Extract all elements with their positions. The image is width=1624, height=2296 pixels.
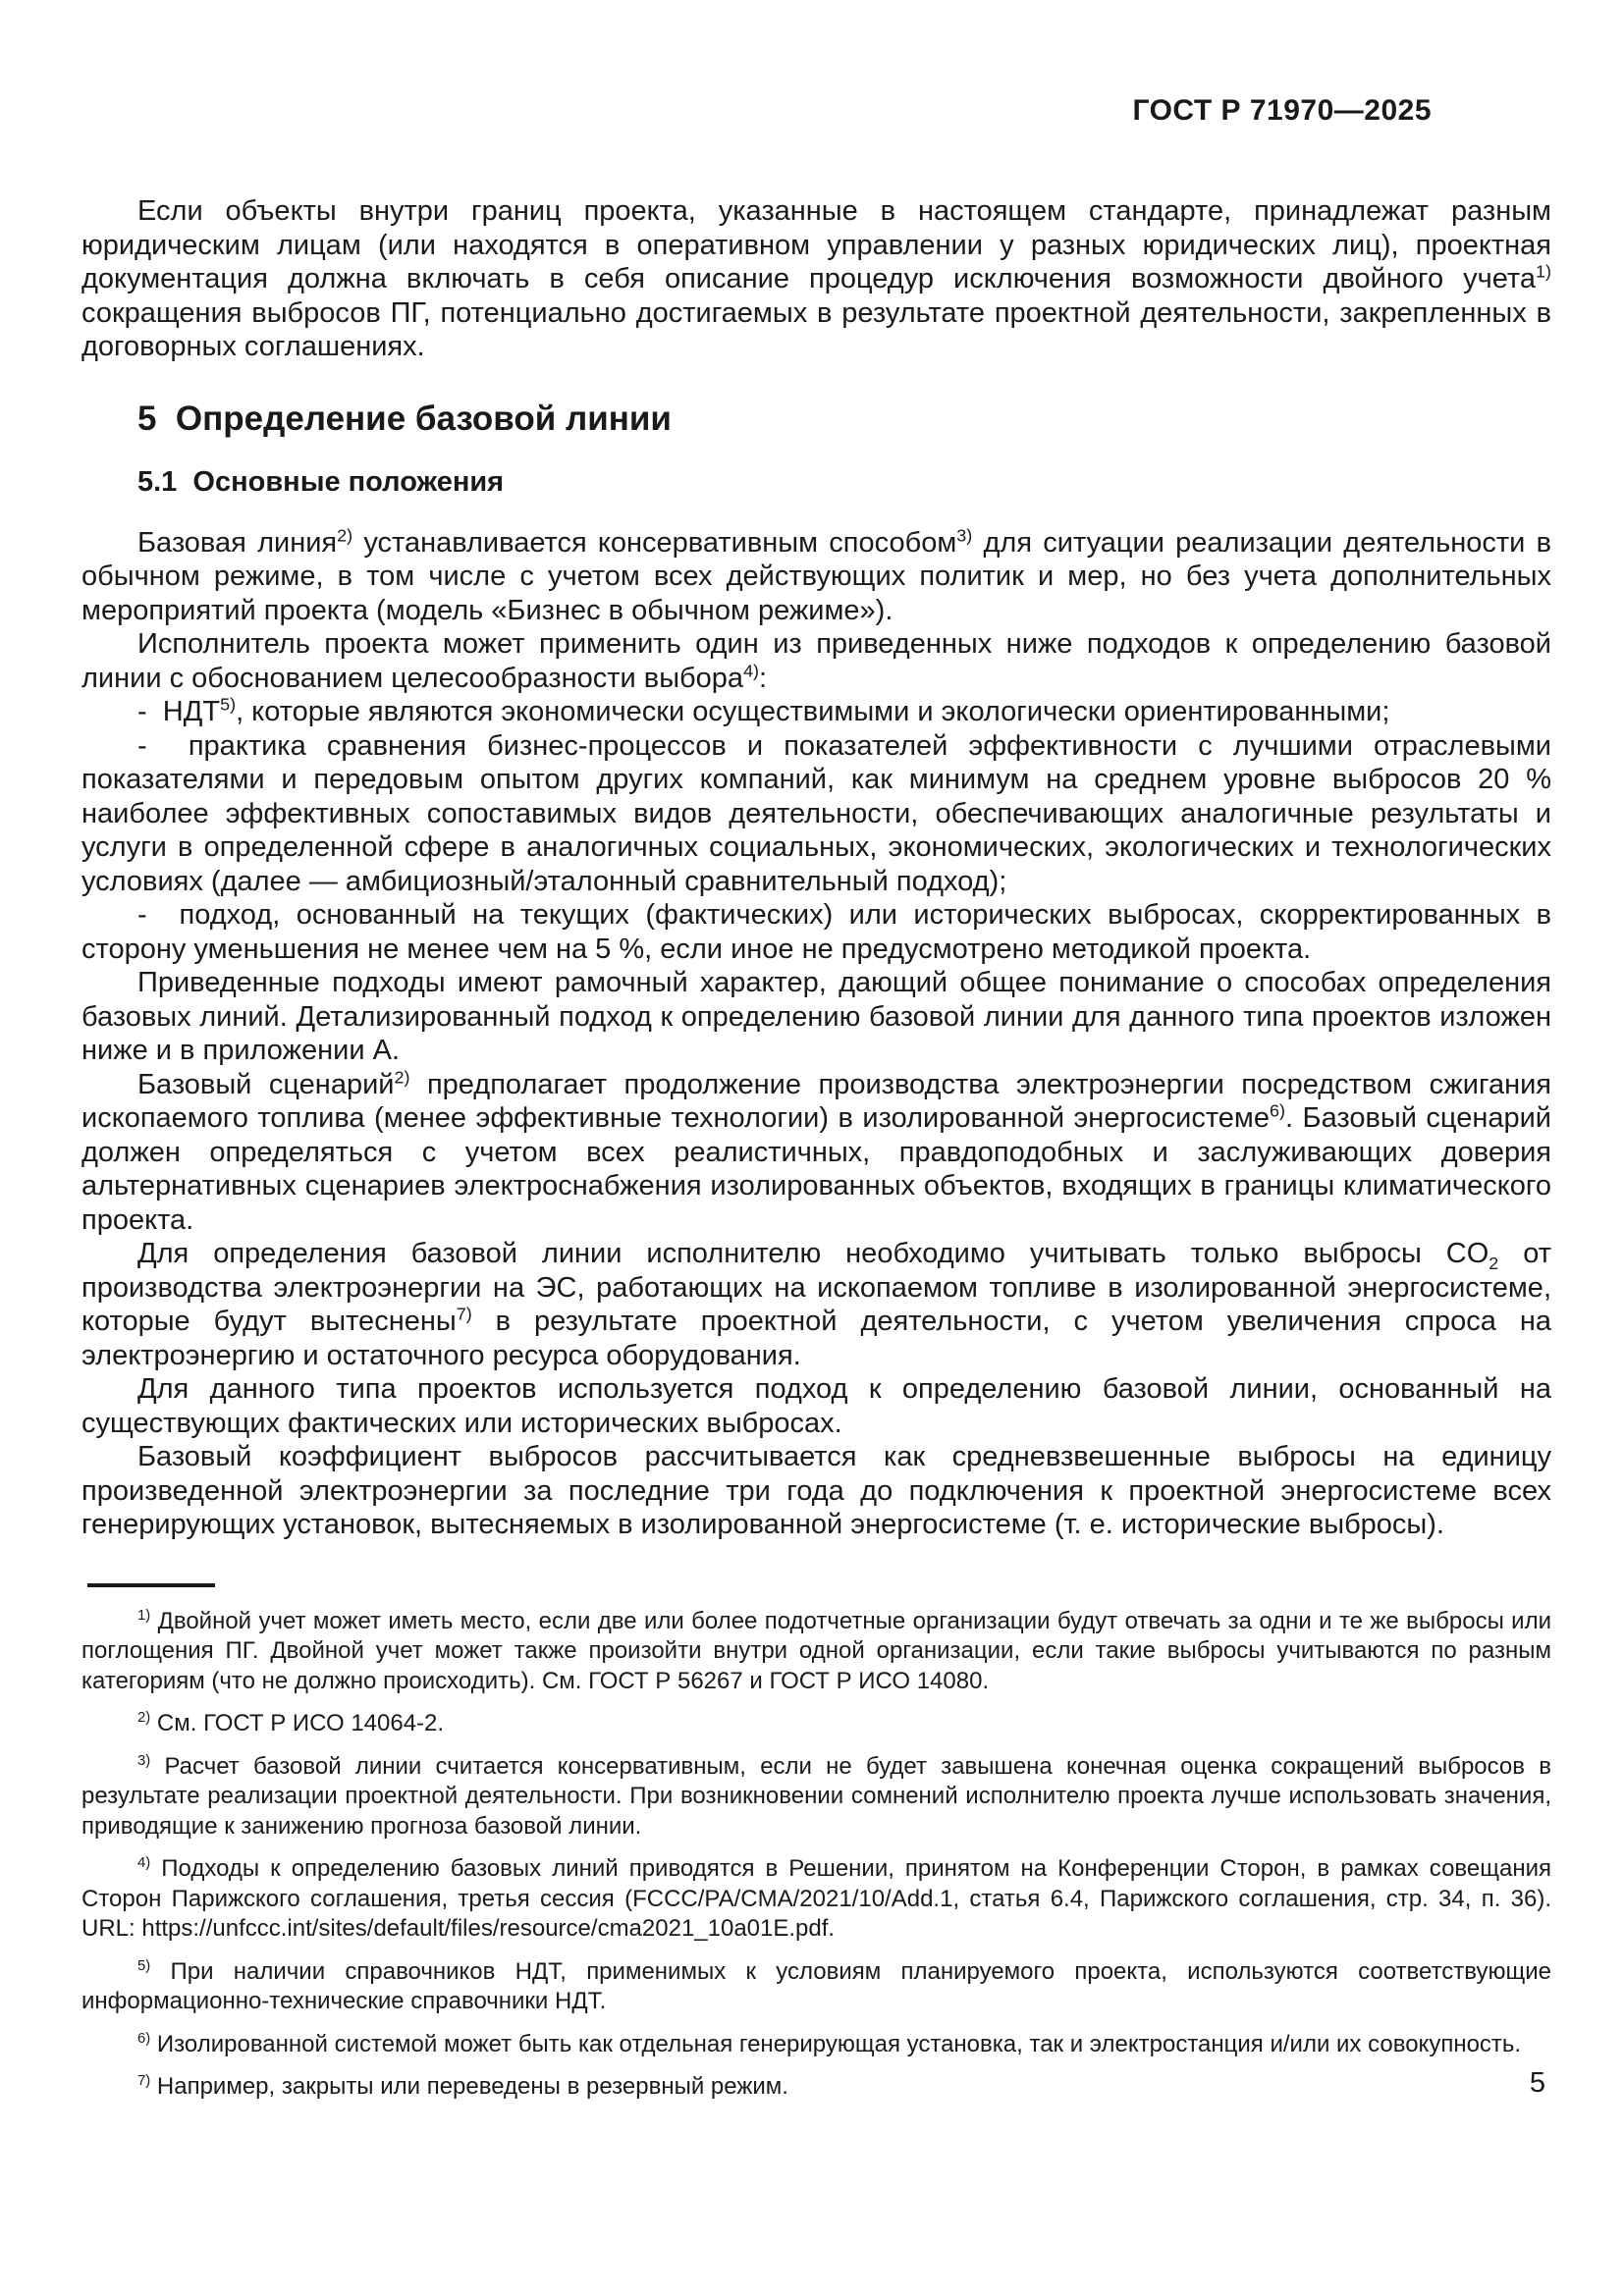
subsection-heading: 5.1 Основные положения xyxy=(137,465,505,498)
footnote-separator xyxy=(87,1583,215,1587)
footnote-ref: 3) xyxy=(956,524,973,545)
body-paragraph: Базовый сценарий$^{2)}$ предполагает продолжение производства электроэнергии посредством сжигания ископаемого топлива (менее эффективные технологии) в изолированной энергосистеме$^{6)}$. Базовый сценарий должен определяться с учетом всех реалистичных, правдоподобных и заслуживающих доверия альтернативных сценариев электроснабжения изолированных объектов, входящих в границы климатического проекта. xyxy=(81,1066,1551,1236)
footnote-item: $^{6)}$ Изолированной системой может быть как отдельная генерирующая установка, так и электростанция и/или их совокупность. xyxy=(137,2030,1522,2057)
footnote-ref: 7) xyxy=(456,1304,472,1324)
list-item: - практика сравнения бизнес-процессов и показателей эффективности с лучшими отраслевыми показателями и передовым опытом других компаний, как минимум на среднем уровне выбросов 20 % наиболее эффективных сопоставимых видов деятельности, обеспечивающих аналогичные результаты и услуги в определенной сфере в аналогичных социальных, экономических, экологических и технологических условиях (далее — амбициозный/эталонный сравнительный подход); xyxy=(81,729,1551,897)
list-item: - НДТ$^{5)}$, которые являются экономически осуществимыми и экологически ориентированными; xyxy=(137,694,1390,727)
body-paragraph: Базовый коэффициент выбросов рассчитывается как средневзвешенные выбросы на единицу произведенной электроэнергии за последние три года до подключения к проектной энергосистеме всех генерирующих установок, вытесняемых в изолированной энергосистеме (т. е. исторические выбросы). xyxy=(81,1441,1551,1540)
footnote-ref: 5) xyxy=(220,694,237,715)
footnote-item: $^{5)}$ При наличии справочников НДТ, применимых к условиям планируемого проекта, используются соответствующие информационно-технические справочники НДТ. xyxy=(81,1957,1551,2014)
section-heading: 5 Определение базовой линии xyxy=(137,399,672,438)
body-paragraph: Если объекты внутри границ проекта, указанные в настоящем стандарте, принадлежат разным юридическим лицам (или находятся в оперативном управлении у разных юридических лиц), проектная документация должна включать в себя описание процедур исключения возможности двойного учета$^{1)}$ сокращения выбросов ПГ, потенциально достигаемых в результате проектной деятельности, закрепленных в договорных соглашениях. xyxy=(81,195,1551,362)
footnote-marker: 4) xyxy=(137,1855,151,1871)
footnote-ref: 4) xyxy=(743,660,760,680)
footnote-marker: 1) xyxy=(137,1607,151,1624)
footnote-item: $^{7)}$ Например, закрыты или переведены в резервный режим. xyxy=(137,2073,788,2100)
footnote-marker: 2) xyxy=(137,1710,151,1726)
footnote-item: $^{3)}$ Расчет базовой линии считается консервативным, если не будет завышена конечная оценка сокращений выбросов в результате реализации проектной деятельности. При возникновении сомнений исполнителю проекта лучше использовать значения, приводящие к занижению прогноза базовой линии. xyxy=(81,1752,1551,1840)
body-paragraph: Для данного типа проектов используется подход к определению базовой линии, основанный на существующих фактических или исторических выбросах. xyxy=(81,1373,1551,1439)
body-paragraph: Для определения базовой линии исполнителю необходимо учитывать только выбросы $CO_2$ от производства электроэнергии на ЭС, работающих на ископаемом топливе в изолированной энергосистеме, которые будут вытеснены$^{7)}$ в результате проектной деятельности, с учетом увеличения спроса на электроэнергию и остаточного ресурса оборудования. xyxy=(81,1238,1551,1371)
footnote-ref: 6) xyxy=(1270,1100,1285,1121)
footnote-marker: 7) xyxy=(137,2073,151,2089)
footnote-ref: 1) xyxy=(1536,261,1551,282)
body-paragraph: Базовая линия$^{2)}$ устанавливается консервативным способом$^{3)}$ для ситуации реализации деятельности в обычном режиме, в том числе с учетом всех действующих политик и мер, но без учета дополнительных мероприятий проекта (модель «Бизнес в обычном режиме»). xyxy=(81,524,1551,626)
document-body xyxy=(81,194,1551,2103)
footnote-item: $^{2)}$ См. ГОСТ Р ИСО 14064-2. xyxy=(137,1710,445,1736)
footnote-marker: 6) xyxy=(137,2030,151,2047)
footnote-item: $^{4)}$ Подходы к определению базовых линий приводятся в Решении, принятом на Конференции Сторон, в рамках совещания Сторон Парижского соглашения, третья сессия (FCCC/PA/CMA/2021/10/Add.1, статья 6.4, Парижского соглашения, стр. 34, п. 36). URL: https://unfccc.int/sites/default/files/resource/cma2021_10a01E.pdf. xyxy=(81,1855,1551,1942)
page-header xyxy=(81,94,1551,128)
body-paragraph: Исполнитель проекта может применить один из приведенных ниже подходов к определению базовой линии с обоснованием целесообразности выбора$^{4)}$: xyxy=(81,628,1551,694)
list-item: - подход, основанный на текущих (фактических) или исторических выбросах, скорректированных в сторону уменьшения не менее чем на 5 %, если иное не предусмотрено методикой проекта. xyxy=(81,899,1551,965)
footnote-ref: 2) xyxy=(394,1066,410,1087)
footnote-item: $^{1)}$ Двойной учет может иметь место, если две или более подотчетные организации будут отвечать за одни и те же выбросы или поглощения ПГ. Двойной учет может также произойти внутри одной организации, если такие выбросы учитываются по разным категориям (что не должно происходить). См. ГОСТ Р 56267 и ГОСТ Р ИСО 14080. xyxy=(81,1607,1551,1694)
page-number: 5 xyxy=(1529,2067,1545,2099)
body-paragraph: Приведенные подходы имеют рамочный характер, дающий общее понимание о способах определения базовых линий. Детализированный подход к определению базовой линии для данного типа проектов изложен ниже и в приложении А. xyxy=(81,967,1551,1066)
footnote-ref: 2) xyxy=(337,524,353,545)
subscript: 2 xyxy=(1489,1253,1499,1273)
body-blocks xyxy=(81,194,1551,1542)
footnotes xyxy=(81,1607,1551,2103)
footnote-marker: 3) xyxy=(137,1752,151,1769)
document-designation: ГОСТ Р 71970—2025 xyxy=(1132,94,1432,127)
footnote-marker: 5) xyxy=(137,1957,151,1974)
